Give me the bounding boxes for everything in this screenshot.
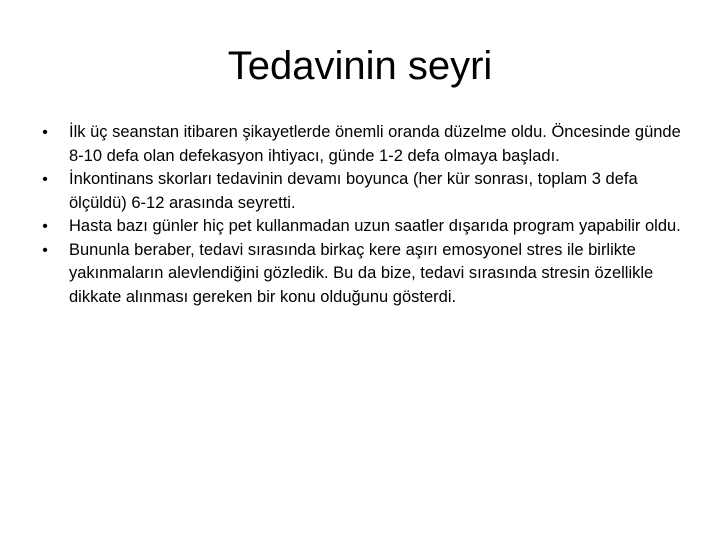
bullet-icon: •: [42, 241, 48, 259]
bullet-list: [36, 121, 686, 309]
bullet-item: [36, 168, 686, 215]
bullet-item: [36, 239, 686, 310]
bullet-item: [36, 121, 686, 168]
bullet-text: İlk üç seanstan itibaren şikayetlerde önemli oranda düzelme oldu. Öncesinde günde 8-10 defa olan defekasyon ihtiyacı, günde 1-2 defa olmaya başladı.: [69, 123, 681, 165]
bullet-icon: •: [42, 218, 48, 235]
slide-title: Tedavinin seyri: [227, 44, 493, 88]
bullet-text: İnkontinans skorları tedavinin devamı boyunca (her kür sonrası, toplam 3 defa ölçüldü) 6-12 arasında seyretti.: [69, 170, 638, 212]
bullet-item: [36, 215, 686, 239]
bullet-icon: •: [42, 171, 48, 188]
bullet-icon: •: [42, 124, 48, 141]
bullet-text: Hasta bazı günler hiç pet kullanmadan uzun saatler dışarıda program yapabilir oldu.: [69, 217, 681, 235]
bullet-text: Bununla beraber, tedavi sırasında birkaç kere aşırı emosyonel stres ile birlikte yakınmaların alevlendiğini gözledik. Bu da bize, tedavi sırasında stresin özellikle dikkate alınması gereken bir konu olduğunu gösterdi.: [69, 240, 654, 306]
